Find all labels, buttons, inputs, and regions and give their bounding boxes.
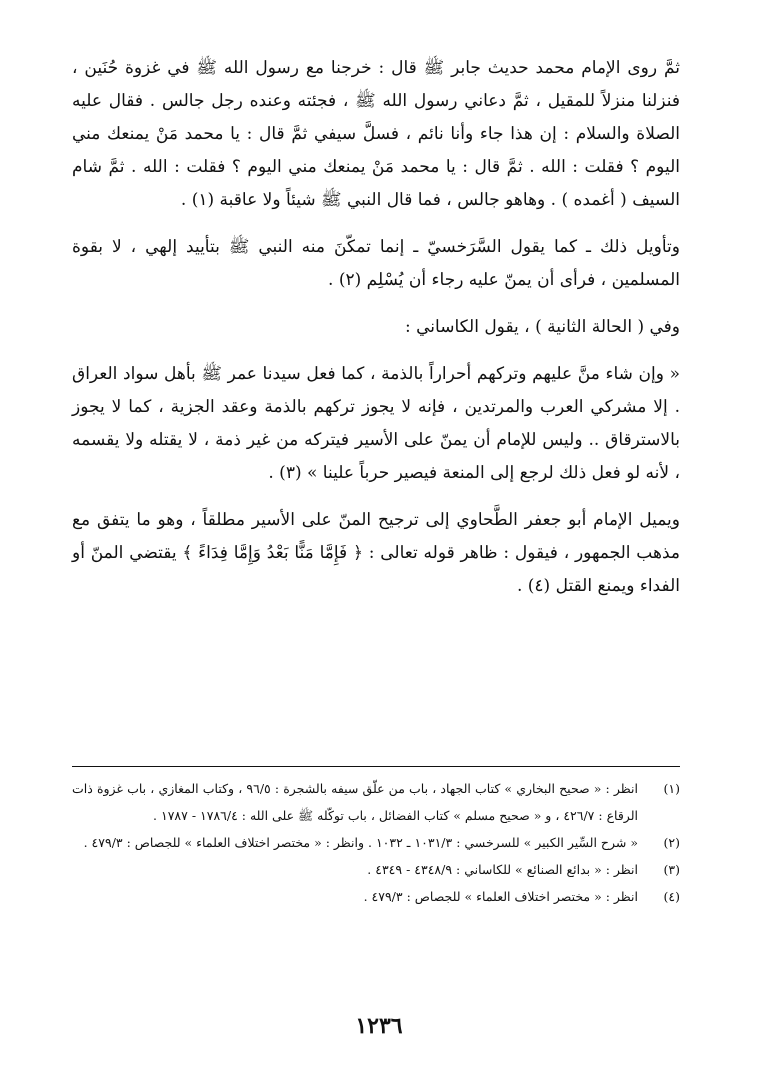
footnote-4 [72,883,680,910]
footnote-1 [72,775,680,829]
paragraph-2: وتأويل ذلك ـ كما يقول السَّرَخسيّ ـ إنما تمكّنَ منه النبي ﷺ بتأييد إلهي ، لا بقوة المسلمين ، فرأى أن يمنّ عليه رجاء أن يُسْلِم (٢) . [72,237,680,290]
footnote-2 [72,829,680,856]
footnote-3 [72,856,680,883]
paragraph-1: ثمَّ روى الإمام محمد حديث جابر ﷺ قال : خرجنا مع رسول الله ﷺ في غزوة حُنَين ، فنزلنا منزلاً للمقيل ، ثمَّ دعاني رسول الله ﷺ ، فجئته وعنده رجل جالس . فقال عليه الصلاة والسلام : إن هذا جاء وأنا نائم ، فسلَّ سيفي ثمَّ قال : يا محمد مَنْ يمنعك مني اليوم ؟ فقلت : الله . ثمَّ قال : يا محمد مَنْ يمنعك مني اليوم ؟ فقلت : الله . ثمَّ شام السيف ( أغمده ) . وهاهو جالس ، فما قال النبي ﷺ شيئاً ولا عاقبة (١) . [72,58,681,210]
footnote-text: انظر : « صحيح البخاري » كتاب الجهاد ، باب من علّق سيفه بالشجرة : ٩٦/٥ ، وكتاب المغازي ، باب غزوة ذات الرقاع : ٤٢٦/٧ ، و « صحيح مسلم » كتاب الفضائل ، باب توكّله ﷺ على الله : ١٧٨٦/٤ - ١٧٨٧ . [72,781,638,823]
page-number: ١٢٣٦ [355,1013,403,1039]
paragraph-4-quote: « وإن شاء منَّ عليهم وتركهم أحراراً بالذمة ، كما فعل سيدنا عمر ﷺ بأهل سواد العراق . إلا مشركي العرب والمرتدين ، فإنه لا يجوز تركهم بالذمة وعقد الجزية ، كما لا يجوز بالاسترقاق .. وليس للإمام أن يمنّ على الأسير فيتركه من غير ذمة ، لا يقتله ولا يقسمه ، لأنه لو فعل ذلك لرجع إلى المنعة فيصير حرباً علينا » (٣) . [72,364,680,483]
paragraph-3: وفي ( الحالة الثانية ) ، يقول الكاساني : [404,317,680,337]
footnote-number: (١) [663,781,680,796]
footnote-number: (٣) [663,862,680,877]
footnote-text: انظر : « مختصر اختلاف العلماء » للجصاص : ٤٧٩/٣ . [363,889,638,904]
footnote-text: انظر : « بدائع الصنائع » للكاساني : ٤٣٤٨/٩ - ٤٣٤٩ . [367,862,638,877]
main-text [72,52,680,617]
paragraph-5: ويميل الإمام أبو جعفر الطَّحاوي إلى ترجيح المنّ على الأسير مطلقاً ، وهو ما يتفق مع مذهب الجمهور ، فيقول : ظاهر قوله تعالى : ﴿ فَإِمَّا مَنًّا بَعْدُ وَإِمَّا فِدَاءً ﴾ يقتضي المنّ أو الفداء ويمنع القتل (٤) . [72,510,680,596]
footnotes [72,766,680,910]
footnote-text: « شرح السِّير الكبير » للسرخسي : ١٠٣١/٣ ـ ١٠٣٢ . وانظر : « مختصر اختلاف العلماء » للجصاص : ٤٧٩/٣ . [83,835,638,850]
footnote-number: (٤) [663,889,680,904]
footnote-number: (٢) [663,835,680,850]
